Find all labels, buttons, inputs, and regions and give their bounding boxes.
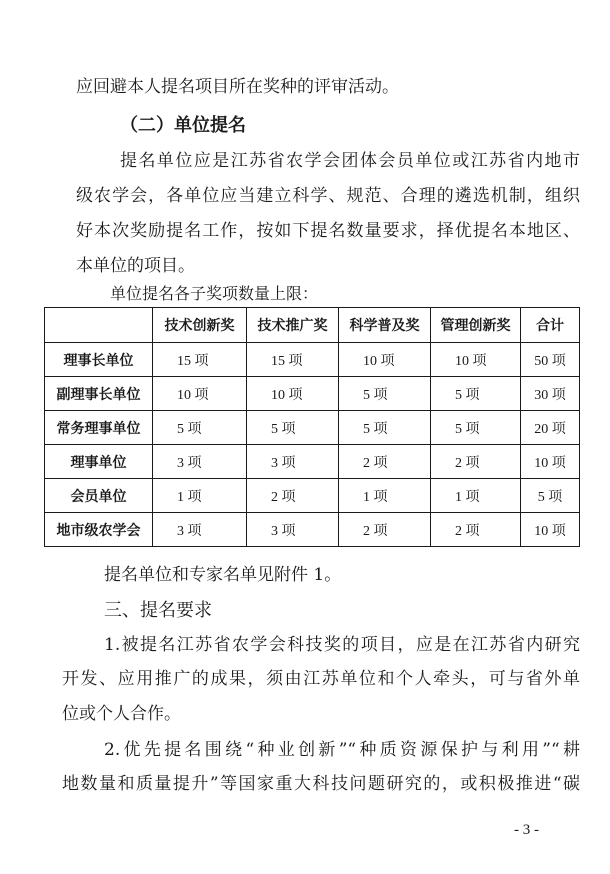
section-heading-requirements: 三、提名要求 xyxy=(104,600,212,621)
table-cell: 1 项 xyxy=(431,479,521,513)
table-header-row xyxy=(45,308,580,343)
table-cell: 15 项 xyxy=(247,343,339,377)
total-cell: 20 项 xyxy=(521,411,580,445)
text-line: 位或个人合作。 xyxy=(62,704,181,724)
total-cell: 10 项 xyxy=(521,513,580,547)
row-label: 理事长单位 xyxy=(45,343,153,377)
table-cell: 5 项 xyxy=(339,411,431,445)
table-cell: 3 项 xyxy=(247,445,339,479)
header-cell: 科学普及奖 xyxy=(339,308,431,343)
table-row xyxy=(45,343,580,377)
table-cell: 2 项 xyxy=(431,445,521,479)
text-line: 级农学会，各单位应当建立科学、规范、合理的遴选机制，组织 xyxy=(76,186,580,206)
table-cell: 2 项 xyxy=(339,513,431,547)
text-line: 开发、应用推广的成果，须由江苏单位和个人牵头，可与省外单 xyxy=(62,669,580,689)
text-line: 2.优先提名围绕“种业创新”“种质资源保护与利用”“耕 xyxy=(104,740,580,760)
header-cell: 管理创新奖 xyxy=(431,308,521,343)
table-cell: 3 项 xyxy=(153,513,247,547)
table-row xyxy=(45,513,580,547)
table-row xyxy=(45,377,580,411)
table-cell: 3 项 xyxy=(247,513,339,547)
row-label: 理事单位 xyxy=(45,445,153,479)
table-cell: 1 项 xyxy=(153,479,247,513)
header-cell xyxy=(45,308,153,343)
table-cell: 3 项 xyxy=(153,445,247,479)
table-row xyxy=(45,445,580,479)
table-cell: 2 项 xyxy=(247,479,339,513)
table-cell: 5 项 xyxy=(431,377,521,411)
table-cell: 10 项 xyxy=(431,343,521,377)
row-label: 会员单位 xyxy=(45,479,153,513)
text-line: 提名单位应是江苏省农学会团体会员单位或江苏省内地市 xyxy=(120,151,580,171)
table-cell: 10 项 xyxy=(247,377,339,411)
row-label: 副理事长单位 xyxy=(45,377,153,411)
text-line: 好本次奖励提名工作，按如下提名数量要求，择优提名本地区、 xyxy=(76,221,580,241)
text-line: 地数量和质量提升”等国家重大科技问题研究的，或积极推进“碳 xyxy=(62,774,580,794)
nomination-quota-table xyxy=(44,307,580,547)
header-cell: 技术创新奖 xyxy=(153,308,247,343)
total-cell: 50 项 xyxy=(521,343,580,377)
text-line: 应回避本人提名项目所在奖种的评审活动。 xyxy=(76,77,399,97)
total-cell: 10 项 xyxy=(521,445,580,479)
total-cell: 5 项 xyxy=(521,479,580,513)
table-cell: 5 项 xyxy=(153,411,247,445)
table-caption: 单位提名各子奖项数量上限： xyxy=(110,284,319,303)
table-cell: 10 项 xyxy=(153,377,247,411)
table-cell: 15 项 xyxy=(153,343,247,377)
text-line: 提名单位和专家名单见附件 1。 xyxy=(104,565,342,585)
text-line: 本单位的项目。 xyxy=(76,256,195,276)
header-cell: 技术推广奖 xyxy=(247,308,339,343)
row-label: 常务理事单位 xyxy=(45,411,153,445)
table-cell: 2 项 xyxy=(339,445,431,479)
table-row xyxy=(45,479,580,513)
page-number: - 3 - xyxy=(514,822,539,838)
table-cell: 5 项 xyxy=(247,411,339,445)
table-row xyxy=(45,411,580,445)
table-cell: 10 项 xyxy=(339,343,431,377)
row-label: 地市级农学会 xyxy=(45,513,153,547)
table-cell: 1 项 xyxy=(339,479,431,513)
header-cell: 合计 xyxy=(521,308,580,343)
table-cell: 5 项 xyxy=(339,377,431,411)
total-cell: 30 项 xyxy=(521,377,580,411)
text-line: 1.被提名江苏省农学会科技奖的项目，应是在江苏省内研究 xyxy=(104,635,580,655)
section-heading-unit-nomination: （二）单位提名 xyxy=(120,115,246,136)
table-cell: 2 项 xyxy=(431,513,521,547)
table-cell: 5 项 xyxy=(431,411,521,445)
